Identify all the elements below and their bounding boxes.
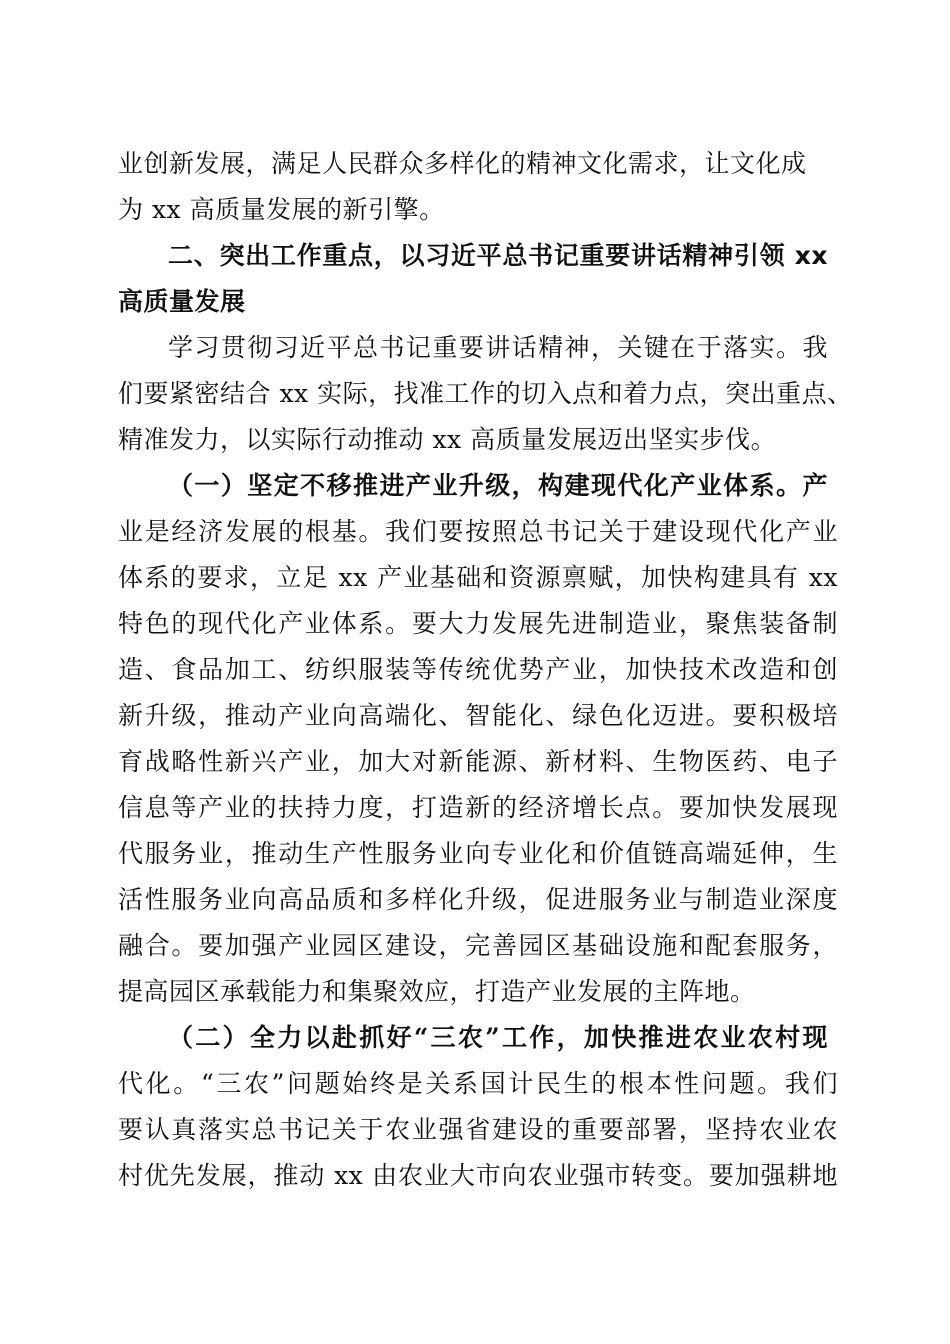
- paragraph-line: 代化。“三农”问题始终是关系国计民生的根本性问题。我们: [118, 1069, 838, 1098]
- paragraph-line: 为 xx 高质量发展的新引擎。: [118, 195, 445, 224]
- section-heading: 二、突出工作重点，以习近平总书记重要讲话精神引领 xx: [168, 241, 828, 270]
- paragraph-line: 育战略性新兴产业，加大对新能源、新材料、生物医药、电子: [118, 747, 838, 776]
- paragraph-line: 精准发力，以实际行动推动 xx 高质量发展迈出坚实步伐。: [118, 425, 777, 454]
- paragraph-line: 村优先发展，推动 xx 由农业大市向农业强市转变。要加强耕地: [118, 1161, 838, 1190]
- paragraph-line: 融合。要加强产业园区建设，完善园区基础设施和配套服务，: [118, 931, 838, 960]
- subsection-heading: （一）坚定不移推进产业升级，构建现代化产业体系。产: [168, 471, 828, 500]
- paragraph-line: 要认真落实总书记关于农业强省建设的重要部署，坚持农业农: [118, 1115, 838, 1144]
- paragraph-line: 代服务业，推动生产性服务业向专业化和价值链高端延伸，生: [118, 839, 838, 868]
- paragraph-line: 新升级，推动产业向高端化、智能化、绿色化迈进。要积极培: [118, 701, 838, 730]
- paragraph-line: 提高园区承载能力和集聚效应，打造产业发展的主阵地。: [118, 977, 756, 1006]
- paragraph-line: 活性服务业向高品质和多样化升级，促进服务业与制造业深度: [118, 885, 838, 914]
- paragraph-line: 们要紧密结合 xx 实际，找准工作的切入点和着力点，突出重点、: [118, 379, 853, 408]
- paragraph-line: 信息等产业的扶持力度，打造新的经济增长点。要加快发展现: [118, 793, 838, 822]
- paragraph-line: 业是经济发展的根基。我们要按照总书记关于建设现代化产业: [118, 517, 838, 546]
- paragraph-line: 业创新发展，满足人民群众多样化的精神文化需求，让文化成: [118, 149, 807, 178]
- paragraph-line: 体系的要求，立足 xx 产业基础和资源禀赋，加快构建具有 xx: [118, 563, 838, 592]
- paragraph-line: 学习贯彻习近平总书记重要讲话精神，关键在于落实。我: [168, 333, 828, 362]
- paragraph-line: 特色的现代化产业体系。要大力发展先进制造业，聚焦装备制: [118, 609, 838, 638]
- section-heading: 高质量发展: [118, 287, 246, 316]
- subsection-heading: （二）全力以赴抓好“三农”工作，加快推进农业农村现: [168, 1023, 828, 1052]
- paragraph-line: 造、食品加工、纺织服装等传统优势产业，加快技术改造和创: [118, 655, 838, 684]
